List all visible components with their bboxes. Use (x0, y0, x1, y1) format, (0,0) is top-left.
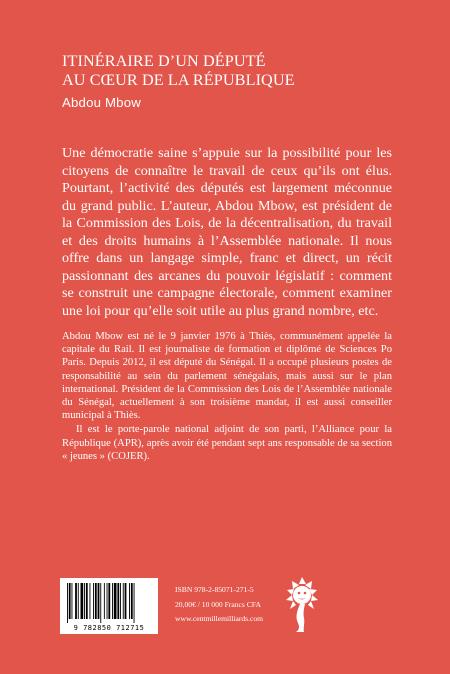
biography-paragraph-2: Il est le porte-parole national adjoint de son parti, l’Alliance pour la République (APR), après avoir été pendant sept ans responsable de sa section « jeunes » (COJER). (62, 424, 392, 462)
book-title-line-1: ITINÉRAIRE D’UN DÉPUTÉ (62, 52, 266, 70)
author-biography (62, 330, 392, 463)
barcode-bar (90, 583, 91, 619)
barcode-bar (131, 583, 133, 619)
publisher-info (175, 583, 263, 627)
isbn: ISBN 978-2-85071-271-5 (175, 585, 254, 594)
barcode-bar (117, 583, 119, 619)
barcode-bar (67, 583, 68, 623)
barcode (60, 578, 158, 634)
barcode-digits: 9 782850 712715 (73, 624, 145, 632)
book-title-line-2: AU CŒUR DE LA RÉPUBLIQUE (62, 71, 295, 89)
barcode-bar (108, 583, 110, 619)
barcode-bar (134, 583, 135, 623)
barcode-bar (72, 583, 73, 619)
sun-face-logo-icon (283, 573, 321, 633)
barcode-bar (107, 583, 108, 619)
barcode-bar (104, 583, 105, 619)
book-summary: Une démocratie saine s’appuie sur la possibilité pour les citoyens de connaître le travail de ceux qu’ils ont élus. Pourtant, l’activité des députés est largement méconnue du grand public. L’auteur, Abdou Mbow, est président de la Commission des Lois, de la décentralisation, du travail et des droits humains à l’Assemblée nationale. Il nous offre dans un langage simple, franc et direct, un récit passionnant des arcanes du pouvoir législatif : comment se construit une campagne électorale, comment examiner une loi pour qu’elle soit utile au plus grand nombre, etc. (62, 145, 392, 319)
barcode-bar (69, 583, 71, 619)
barcode-bar (129, 583, 130, 619)
barcode-bar (78, 583, 79, 619)
barcode-bar (114, 583, 117, 619)
publisher-website[interactable]: www.centmillemilliards.com (175, 614, 264, 623)
barcode-bar (75, 583, 77, 619)
author-name: Abdou Mbow (62, 95, 141, 110)
barcode-bar (125, 583, 127, 619)
barcode-bar (112, 583, 113, 619)
barcode-bar (95, 583, 97, 619)
biography-paragraph-1: Abdou Mbow est né le 9 janvier 1976 à Thiès, communément appelée la capitale du Rail. Il est journaliste de formation et diplômé de Sciences Po Paris. Depuis 2012, il est député du Sénégal. Il a occupé plusieurs postes de responsabilité au sein du parlement sénégalais, mais aussi sur le plan international. Président de la Commission des Lois de l’Assemblée nationale du Sénégal, actuellement à son troisième mandat, il est aussi conseiller municipal à Thiès. (62, 331, 392, 422)
barcode-bar (98, 583, 100, 619)
barcode-bar (100, 583, 101, 623)
barcode-bar (86, 583, 88, 619)
barcode-bar (120, 583, 121, 619)
title-block (62, 52, 422, 110)
barcode-bar (81, 583, 84, 619)
price: 20,00€ / 10 000 Francs CFA (175, 599, 261, 609)
barcode-bar (93, 583, 94, 619)
barcode-bar (84, 583, 85, 619)
barcode-bar (123, 583, 124, 619)
barcode-bars-icon (60, 578, 158, 624)
